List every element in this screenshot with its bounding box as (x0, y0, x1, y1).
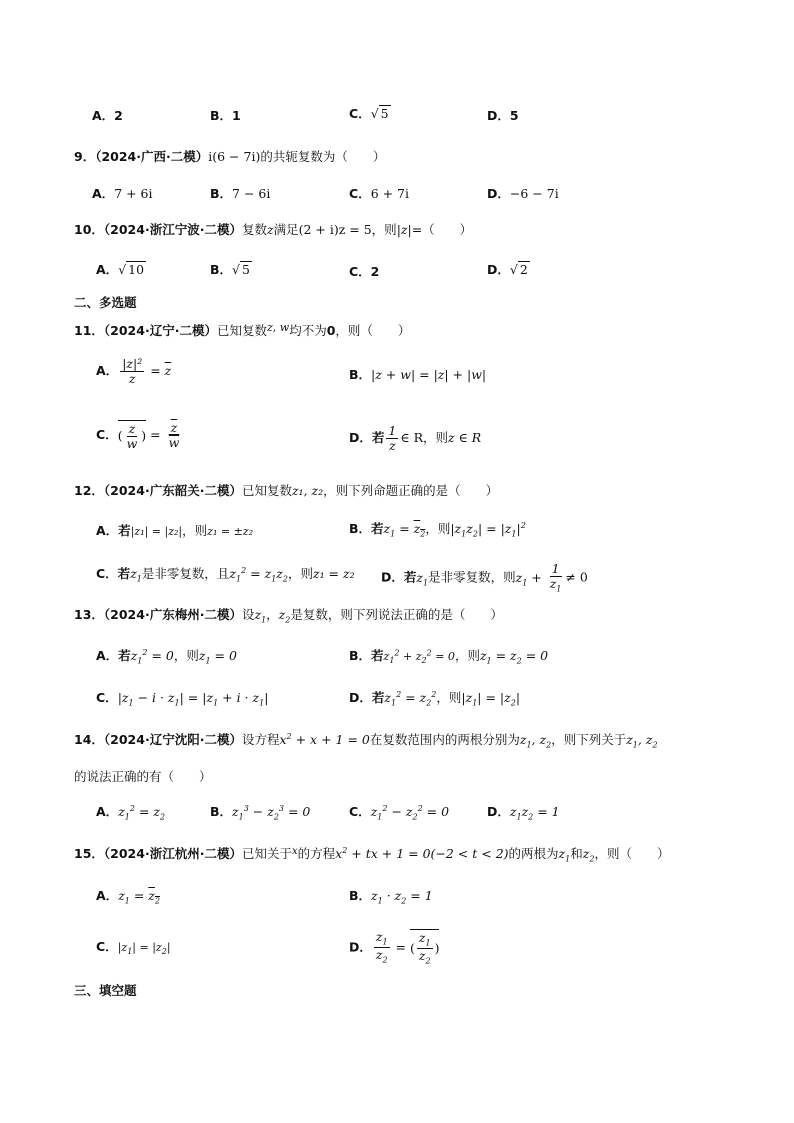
q10-option-a: A．√ 10 (96, 262, 145, 277)
q14-option-b: B．$z_1^3 - z_2^3 = 0$ (210, 804, 311, 822)
q11-option-d: D．若 $\frac{1}{z}$ ∈ R，则z ∈ R (349, 423, 482, 453)
q11-option-b: B．|z + w| = |z| + |w| (349, 367, 487, 382)
q14-stem-line1: 14．（2024·辽宁沈阳·二模）设方程$x^2 + x + 1 = 0$在复数范围内的两根分别为$z_1$, $z_2$，则下列关于$z_1$, $z_2$ (74, 732, 658, 750)
q12-option-c: C．若$z_1$是非零复数，且$z_1^2 = z_1z_2$，则z₁ = z₂ (96, 566, 355, 584)
q9-option-b: B．7 − 6i (210, 186, 271, 201)
q11-stem: 11．（2024·辽宁·二模）已知复数z, w均不为0，则（ ） (74, 321, 411, 338)
q9-option-c: C．6 + 7i (349, 186, 410, 201)
q12-option-b: B．若$z_1 = z_2$，则$|z_1z_2| = |z_1|^2$ (349, 521, 526, 539)
q13-option-d: D．若$z_1^2 = z_2^2$，则$|z_1| = |z_2|$ (349, 690, 521, 708)
q9-option-d: D．−6 − 7i (487, 186, 559, 201)
q11-option-a: A． $\frac{\text{|z|²}}{z}$ = $\overline{z}$ (96, 356, 172, 386)
q15-option-d: D． $\frac{z_1}{z_2}$ = ( $\frac{z_1}{z_2}$ ) (349, 929, 440, 966)
q15-option-c: C．$|z_1| = |z_2|$ (96, 939, 171, 957)
section-heading-multiple-choice: 二、多选题 (74, 295, 137, 310)
q11-option-c: C．( $\frac{z}{w}$ ) = $\frac{\overline{z}}{w}$ (96, 420, 180, 451)
q12-stem: 12．（2024·广东韶关·二模）已知复数z₁, z₂，则下列命题正确的是（ ） (74, 483, 499, 498)
q14-option-a: A．$z_1^2 = z_2$ (96, 804, 166, 822)
q8-option-c: C．√ 5 (349, 106, 389, 121)
q12-option-d: D．若$z_1$是非零复数，则$z_1$ + $\frac{1}{z_1}$ ≠ 0 (381, 561, 588, 594)
q8-option-b: B．1 (210, 108, 241, 123)
q15-stem: 15．（2024·浙江杭州·二模）已知关于$^x$的方程$x^2$ + tx + 1 = 0(−2 < t < 2)的两根为$z_1$和$z_2$，则（ ） (74, 846, 670, 864)
q15-option-a: A．$z_1 = z_2$ (96, 888, 160, 906)
section-heading-fill-in: 三、填空题 (74, 983, 137, 998)
q15-option-b: B．$z_1 \cdot z_2 = 1$ (349, 888, 433, 906)
q9-option-a: A．7 + 6i (92, 186, 153, 201)
q8-option-a: A．2 (92, 108, 123, 123)
q13-option-c: C．$|z_1 - i \cdot z_1| = |z_1 + i \cdot z_1|$ (96, 690, 269, 708)
q10-option-b: B．√ 5 (210, 262, 250, 277)
q12-option-a: A．若|z₁| = |z₂|，则z₁ = ±z₂ (96, 523, 253, 538)
q13-option-a: A．若$z_1^2 = 0$，则$z_1 = 0$ (96, 648, 237, 666)
q8-option-d: D．5 (487, 108, 519, 123)
q10-option-d: D．√ 2 (487, 262, 528, 277)
q14-option-d: D．$z_1z_2 = 1$ (487, 804, 560, 822)
q10-option-c: C．2 (349, 264, 380, 279)
q10-stem: 10．（2024·浙江宁波·二模）复数z满足(2 + i)z = 5，则|z|=（ ） (74, 222, 473, 237)
q13-option-b: B．若$z_1^2 + z_2^2 = 0$，则$z_1 = z_2 = 0$ (349, 648, 549, 666)
q14-stem-line2: 的说法正确的有（ ） (74, 769, 212, 784)
q9-stem: 9．（2024·广西·二模）i(6 − 7i)的共轭复数为（ ） (74, 149, 386, 164)
q13-stem: 13．（2024·广东梅州·二模）设$z_1$，$z_2$是复数，则下列说法正确的是（ ） (74, 607, 503, 625)
q14-option-c: C．$z_1^2 - z_2^2 = 0$ (349, 804, 450, 822)
